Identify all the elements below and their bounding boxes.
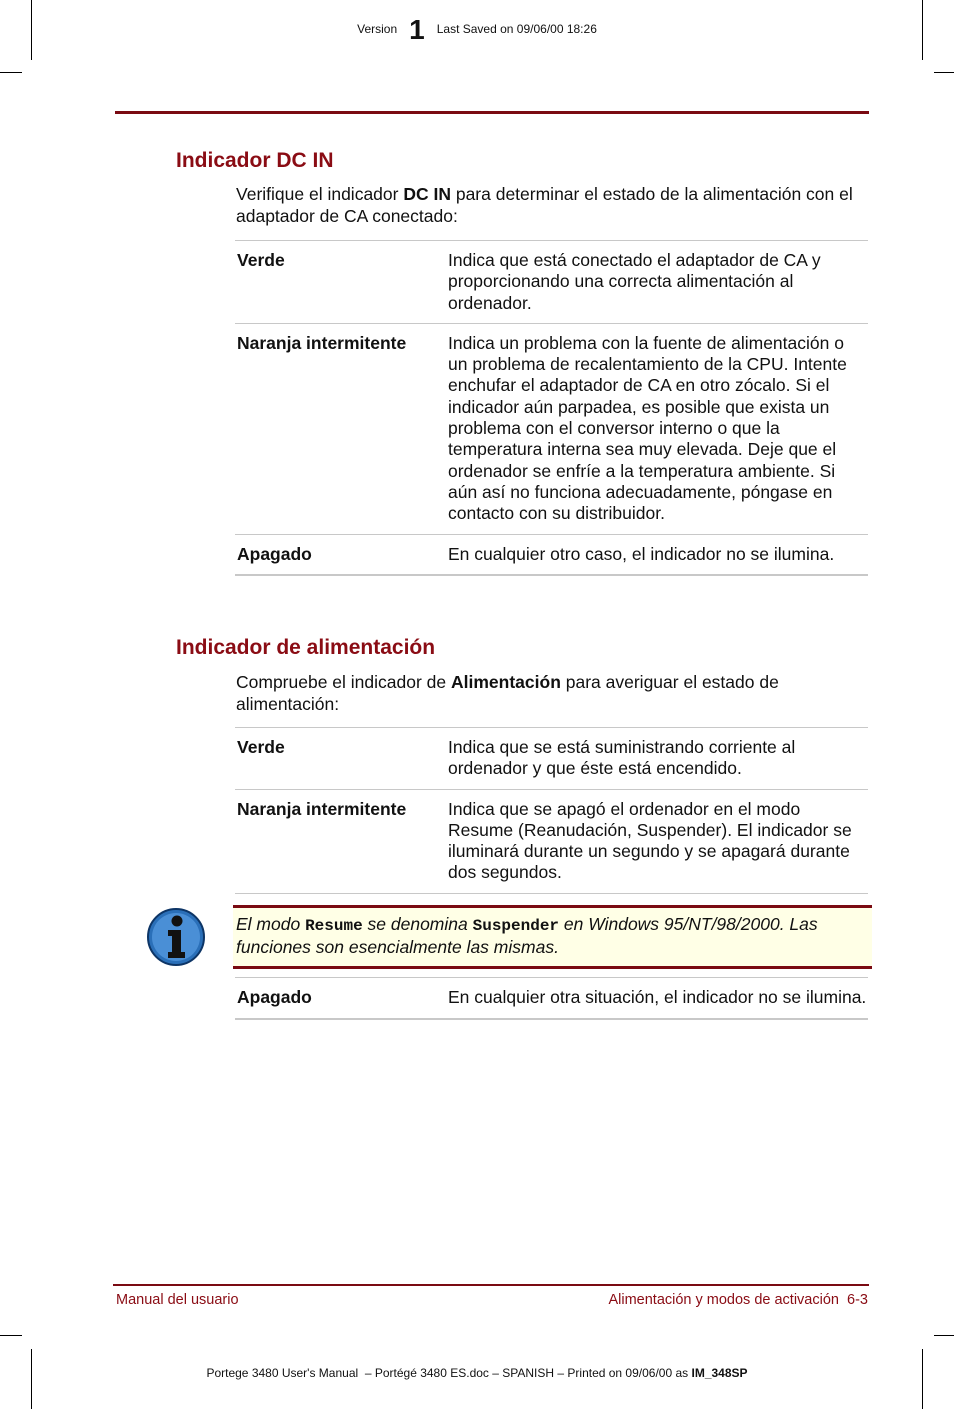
table-row [235,977,868,1020]
note-part: El modo [236,914,306,934]
intro-text: Verifique el indicador [236,184,404,204]
section-title-dc-in: Indicador DC IN [176,149,334,172]
table-desc: Indica que se apagó el ordenador en el modo Resume (Reanudación, Suspender). El indicador se iluminará durante un segundo y se apagará durante dos segundos. [448,798,852,883]
last-saved: Last Saved on 09/06/00 18:26 [436,22,597,36]
power-table-off [235,977,868,1020]
note-box [233,905,872,969]
table-term: Apagado [237,987,312,1007]
note-code: Resume [305,917,363,935]
table-row [235,789,868,894]
table-row [235,534,868,577]
table-term: Naranja intermitente [237,332,407,353]
crop-mark [934,72,954,73]
section-title-power: Indicador de alimentación [176,636,436,659]
table-row [235,240,868,323]
table-row [235,323,868,534]
intro-bold: Alimentación [451,672,561,692]
footer-left: Manual del usuario [116,1292,239,1308]
print-info-text: Portege 3480 User's Manual – Portégé 3480 ES.doc – SPANISH – Printed on 09/06/00 as [206,1366,692,1380]
footer-rule [113,1284,869,1286]
table-term: Verde [237,737,285,757]
note-text [236,914,872,958]
table-term: Verde [237,250,285,270]
table-term: Naranja intermitente [237,798,407,819]
power-table [235,727,868,894]
print-info [0,1366,954,1380]
crop-mark [0,1335,22,1336]
header-rule [115,111,869,114]
version-number: 1 [409,14,425,45]
table-desc: Indica un problema con la fuente de alimentación o un problema de recalentamiento de la CPU. Intente enchufar el adaptador de CA en otro zócalo. Si el indicador aún parpadea, es posible que exista un problema con el conversor interno o que la temperatura interna sea muy elevada. Deje que el ordenador se enfríe a la temperatura ambiente. Si aún así no funciona adecuadamente, póngase en contacto con su distribuidor. [448,332,847,524]
version-label: Version [357,22,398,36]
intro-text: para averiguar el estado de alimentación: [236,672,779,714]
note-code: Suspender [472,917,560,935]
note-part: en Windows 95/NT/98/2000. Las funciones son esencialmente las mismas. [236,914,818,957]
info-icon [146,907,206,967]
print-info-code: IM_348SP [691,1366,748,1380]
crop-mark [0,72,22,73]
table-desc: Indica que está conectado el adaptador de CA y proporcionando una correcta alimentación al ordenador. [448,250,821,313]
intro-bold: DC IN [403,184,451,204]
table-term: Apagado [237,543,312,564]
table-desc: En cualquier otra situación, el indicador no se ilumina. [448,987,867,1007]
intro-text: Compruebe el indicador de [236,672,451,692]
crop-mark [934,1335,954,1336]
footer-right: Alimentación y modos de activación 6-3 [608,1292,868,1308]
table-desc: En cualquier otro caso, el indicador no se ilumina. [448,543,835,564]
section-intro-power [236,672,866,715]
table-row [235,727,868,789]
version-header [0,14,954,46]
intro-text: para determinar el estado de la alimentación con el adaptador de CA conectado: [236,184,853,226]
section-intro-dc-in [236,184,866,227]
dc-in-table [235,240,868,576]
note-part: se denomina [362,914,473,934]
table-desc: Indica que se está suministrando corriente al ordenador y que éste está encendido. [448,737,796,779]
